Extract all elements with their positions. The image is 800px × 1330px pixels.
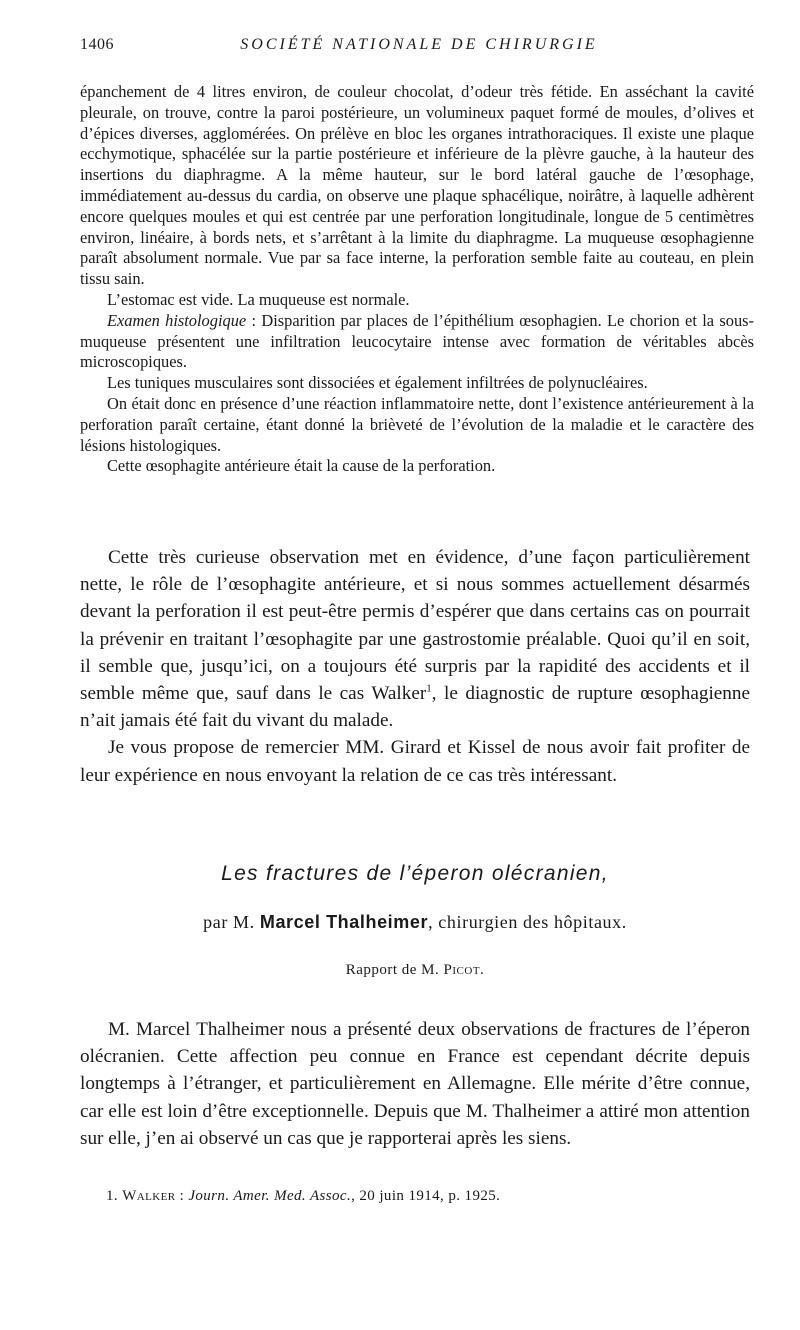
footnote-sep: :: [175, 1188, 189, 1204]
byline-author: Marcel Thalheimer: [259, 912, 429, 932]
byline-prefix: par M.: [203, 912, 260, 932]
histology-text: : Disparition par places de l’épithélium œsophagien. Le chorion et la sous-muqueuse présentent une infiltration leucocytaire intense avec formation de véritables abcès microscopiques.: [80, 310, 754, 372]
paragraph-inflammation: On était donc en présence d’une réaction inflammatoire nette, dont l’existence antérieurement à la perforation paraît certaine, étant donné la brièveté de l’évolution de la maladie et le caractère des lésions histologiques.: [80, 393, 754, 455]
byline: [80, 912, 750, 933]
discussion-text: [80, 544, 750, 789]
rapport-prefix: Rapport de M.: [345, 962, 444, 978]
rapport-suffix: .: [480, 962, 485, 978]
footnote-ref: 1: [426, 682, 432, 695]
histology-label: Examen histologique: [107, 310, 247, 330]
paragraph-observation: [80, 544, 750, 734]
paragraph-article-intro: M. Marcel Thalheimer nous a présenté deux observations de fractures de l’éperon olécranien. Cette affection peu connue en France est cependant décrite depuis longtemps à l’étranger, et particulièrement en Allemagne. Elle mérite d’être connue, car elle est loin d’être exceptionnelle. Depuis que M. Thalheimer a attiré mon attention sur elle, j’en ai observé un cas que je rapporterai après les siens.: [80, 1019, 750, 1149]
rapport-line: [80, 962, 750, 979]
paragraph-thanks: Je vous propose de remercier MM. Girard et Kissel de nous avoir fait profiter de leur expérience en nous envoyant la relation de ce cas très intéressant.: [80, 737, 750, 786]
paragraph-histology: [80, 311, 754, 373]
page-number: 1406: [80, 36, 114, 53]
byline-suffix: , chirurgien des hôpitaux.: [428, 912, 627, 932]
paragraph-cause: Cette œsophagite antérieure était la cause de la perforation.: [107, 456, 496, 476]
running-head: [80, 36, 758, 60]
footnote-details: , 20 juin 1914, p. 1925.: [351, 1188, 501, 1204]
case-report-text: [80, 82, 754, 477]
article-title: Les fractures de l’éperon olécranien,: [221, 862, 609, 885]
footnote-journal: Journ. Amer. Med. Assoc.: [188, 1188, 352, 1204]
paragraph-autopsy: épanchement de 4 litres environ, de couleur chocolat, d’odeur très fétide. En asséchant la cavité pleurale, on trouve, contre la paroi postérieure, un volumineux paquet formé de moules, d’olives et d’épices diverses, agglomérées. On prélève en bloc les organes intrathoraciques. Il existe une plaque ecchymotique, sphacélée sur la partie postérieure et inférieure de la plèvre gauche, à la hauteur des insertions du diaphragme. A la même hauteur, sur le bord latéral gauche de l’œsophage, immédiatement au-dessus du cardia, on observe une plaque sphacélique, noirâtre, à laquelle adhèrent encore quelques moules et qui est centrée par une perforation longitudinale, longue de 5 centimètres environ, linéaire, à bords nets, et s’arrêtant à la limite du diaphragme. La muqueuse œsophagienne paraît absolument normale. Vue par sa face interne, la perforation semble faite au couteau, en plein tissu sain.: [80, 82, 754, 289]
article-body: [80, 1016, 750, 1152]
footnote: [106, 1188, 756, 1205]
footnote-number: 1.: [106, 1188, 119, 1204]
observation-text-b: , le diagnostic de rupture œsophagienne n’ait jamais été fait du vivant du malade.: [80, 683, 750, 732]
observation-text-a: Cette très curieuse observation met en évidence, d’une façon particulièrement nette, le rôle de l’œsophagite antérieure, et si nous sommes actuellement désarmés devant la perforation il est peut-être permis d’espérer que dans certains cas on pourrait la prévenir en traitant l’œsophagite par une gastrostomie préalable. Quoi qu’il en soit, il semble que, jusqu’ici, on a toujours été surpris par la rapidité des accidents et il semble même que, sauf dans le cas Walker: [80, 547, 750, 705]
footnote-author: Walker: [122, 1188, 176, 1204]
rapport-name: Picot: [443, 962, 481, 978]
paragraph-stomach: L’estomac est vide. La muqueuse est normale.: [107, 289, 410, 309]
journal-title: SOCIÉTÉ NATIONALE DE CHIRURGIE: [240, 36, 598, 53]
paragraph-muscular: Les tuniques musculaires sont dissociées et également infiltrées de polynucléaires.: [107, 373, 648, 393]
